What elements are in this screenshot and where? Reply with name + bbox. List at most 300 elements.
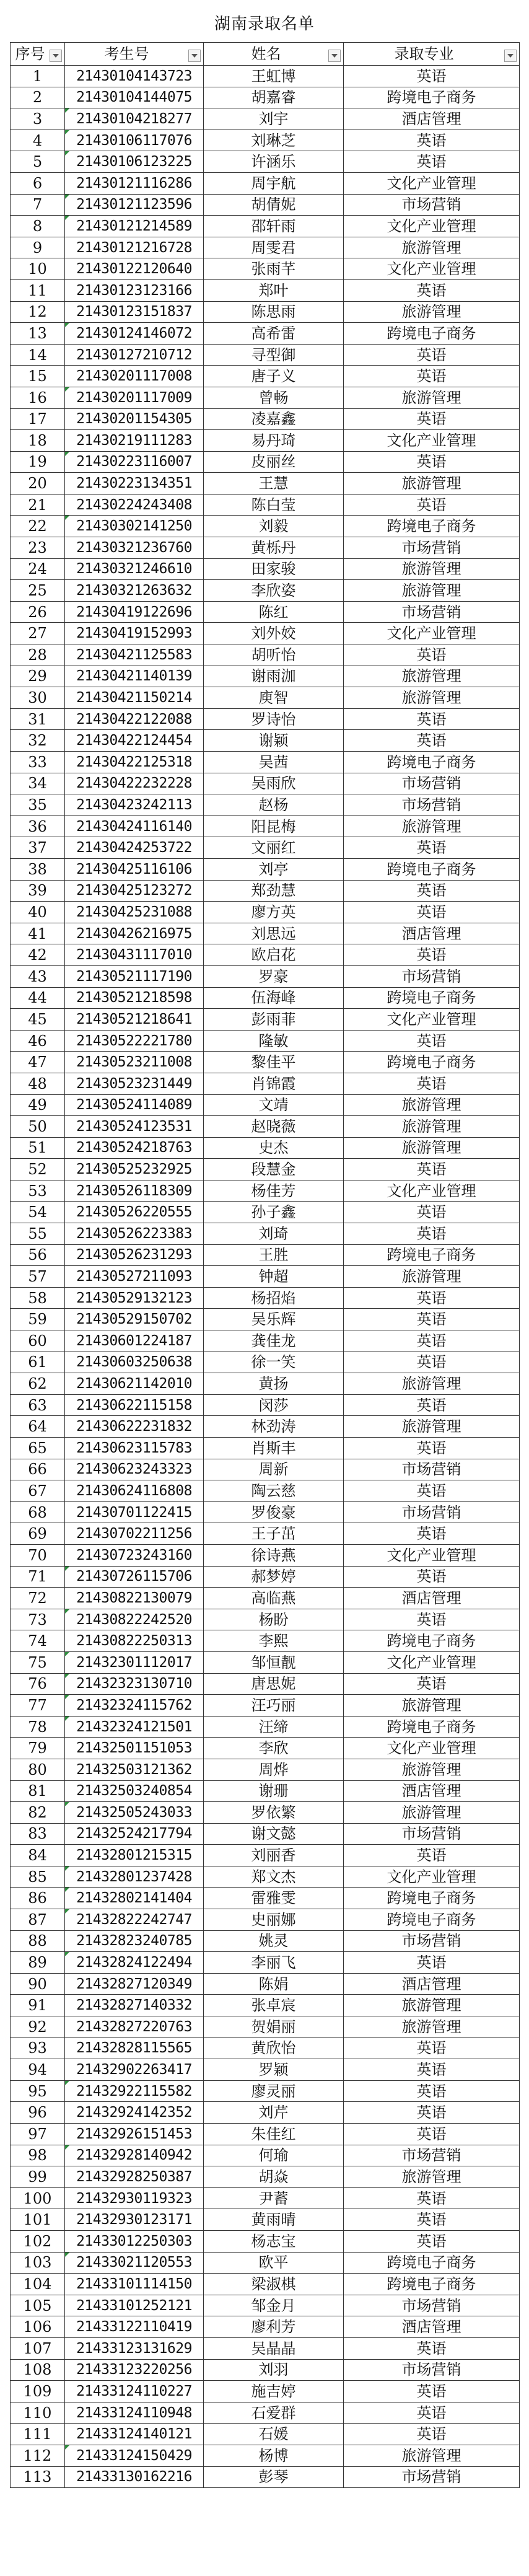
major-cell[interactable]: 英语 xyxy=(344,408,520,430)
exam-number-cell[interactable]: 21432524217794 xyxy=(65,1823,204,1845)
name-cell[interactable]: 邹金月 xyxy=(204,2295,344,2316)
name-cell[interactable]: 邹恒靓 xyxy=(204,1651,344,1673)
exam-number-cell[interactable]: 21433123220256 xyxy=(65,2359,204,2381)
exam-number-cell[interactable]: 21430422125318 xyxy=(65,752,204,773)
table-row[interactable] xyxy=(11,1845,520,1866)
table-row[interactable] xyxy=(11,837,520,859)
exam-number-cell[interactable]: 21433124140121 xyxy=(65,2424,204,2445)
table-row[interactable] xyxy=(11,108,520,130)
major-cell[interactable]: 酒店管理 xyxy=(344,108,520,130)
name-cell[interactable]: 郝梦婷 xyxy=(204,1566,344,1588)
major-cell[interactable]: 英语 xyxy=(344,1566,520,1588)
table-row[interactable] xyxy=(11,644,520,666)
row-number-cell[interactable]: 84 xyxy=(11,1845,65,1866)
exam-number-cell[interactable]: 21430702211256 xyxy=(65,1523,204,1545)
exam-number-cell[interactable]: 21433123131629 xyxy=(65,2337,204,2359)
row-number-cell[interactable]: 41 xyxy=(11,923,65,944)
table-row[interactable] xyxy=(11,2038,520,2059)
exam-number-cell[interactable]: 21432828115565 xyxy=(65,2038,204,2059)
name-cell[interactable]: 周雯君 xyxy=(204,237,344,258)
major-cell[interactable]: 市场营销 xyxy=(344,601,520,623)
row-number-cell[interactable]: 85 xyxy=(11,1866,65,1888)
name-cell[interactable]: 陈白莹 xyxy=(204,494,344,516)
row-number-cell[interactable]: 32 xyxy=(11,730,65,752)
name-cell[interactable]: 高希雷 xyxy=(204,323,344,345)
name-cell[interactable]: 廖方英 xyxy=(204,902,344,923)
major-cell[interactable]: 旅游管理 xyxy=(344,1695,520,1717)
exam-number-cell[interactable]: 21430201117008 xyxy=(65,366,204,387)
name-cell[interactable]: 吴晶晶 xyxy=(204,2337,344,2359)
table-row[interactable] xyxy=(11,1866,520,1888)
table-row[interactable] xyxy=(11,752,520,773)
name-cell[interactable]: 闵莎 xyxy=(204,1394,344,1416)
table-row[interactable] xyxy=(11,279,520,301)
exam-number-cell[interactable]: 21433122110419 xyxy=(65,2316,204,2338)
row-number-cell[interactable]: 69 xyxy=(11,1523,65,1545)
major-cell[interactable]: 英语 xyxy=(344,494,520,516)
major-cell[interactable]: 英语 xyxy=(344,2337,520,2359)
row-number-cell[interactable]: 102 xyxy=(11,2230,65,2252)
major-cell[interactable]: 跨境电子商务 xyxy=(344,323,520,345)
name-cell[interactable]: 杨招焰 xyxy=(204,1287,344,1309)
filter-dropdown-icon[interactable] xyxy=(50,50,62,62)
table-row[interactable] xyxy=(11,987,520,1009)
major-cell[interactable]: 英语 xyxy=(344,1073,520,1094)
name-cell[interactable]: 唐思妮 xyxy=(204,1673,344,1695)
table-row[interactable] xyxy=(11,2124,520,2145)
exam-number-cell[interactable]: 21430425116106 xyxy=(65,858,204,880)
table-row[interactable] xyxy=(11,1995,520,2016)
name-cell[interactable]: 谢文懿 xyxy=(204,1823,344,1845)
major-cell[interactable]: 英语 xyxy=(344,66,520,87)
row-number-cell[interactable]: 68 xyxy=(11,1501,65,1523)
row-number-cell[interactable]: 83 xyxy=(11,1823,65,1845)
exam-number-cell[interactable]: 21430527211093 xyxy=(65,1266,204,1288)
row-number-cell[interactable]: 47 xyxy=(11,1052,65,1073)
major-cell[interactable]: 文化产业管理 xyxy=(344,1180,520,1202)
exam-number-cell[interactable]: 21430201117009 xyxy=(65,387,204,408)
row-number-cell[interactable]: 19 xyxy=(11,451,65,473)
major-cell[interactable]: 文化产业管理 xyxy=(344,430,520,452)
exam-number-cell[interactable]: 21430521218641 xyxy=(65,1009,204,1031)
major-cell[interactable]: 旅游管理 xyxy=(344,1759,520,1780)
exam-number-cell[interactable]: 21430121116286 xyxy=(65,172,204,194)
row-number-cell[interactable]: 63 xyxy=(11,1394,65,1416)
exam-number-cell[interactable]: 21430421150214 xyxy=(65,687,204,709)
name-cell[interactable]: 周宇航 xyxy=(204,172,344,194)
exam-number-cell[interactable]: 21430529132123 xyxy=(65,1287,204,1309)
exam-number-cell[interactable]: 21430622231832 xyxy=(65,1416,204,1438)
name-cell[interactable]: 陈红 xyxy=(204,601,344,623)
row-number-cell[interactable]: 80 xyxy=(11,1759,65,1780)
table-row[interactable] xyxy=(11,1823,520,1845)
table-row[interactable] xyxy=(11,1759,520,1780)
table-row[interactable] xyxy=(11,730,520,752)
name-cell[interactable]: 吴乐辉 xyxy=(204,1309,344,1330)
row-number-cell[interactable]: 112 xyxy=(11,2445,65,2466)
table-row[interactable] xyxy=(11,708,520,730)
major-cell[interactable]: 市场营销 xyxy=(344,1930,520,1952)
name-cell[interactable]: 刘丽香 xyxy=(204,1845,344,1866)
major-cell[interactable]: 市场营销 xyxy=(344,194,520,216)
table-row[interactable] xyxy=(11,2274,520,2295)
row-number-cell[interactable]: 1 xyxy=(11,66,65,87)
row-number-cell[interactable]: 92 xyxy=(11,2016,65,2038)
name-cell[interactable]: 李欣姿 xyxy=(204,580,344,602)
table-row[interactable] xyxy=(11,66,520,87)
major-cell[interactable]: 英语 xyxy=(344,902,520,923)
exam-number-cell[interactable]: 21433124110948 xyxy=(65,2402,204,2424)
name-cell[interactable]: 赵晓薇 xyxy=(204,1116,344,1138)
major-cell[interactable]: 市场营销 xyxy=(344,537,520,559)
name-cell[interactable]: 廖利芳 xyxy=(204,2316,344,2338)
row-number-cell[interactable]: 77 xyxy=(11,1695,65,1717)
name-cell[interactable]: 石媛 xyxy=(204,2424,344,2445)
major-cell[interactable]: 英语 xyxy=(344,2209,520,2231)
name-cell[interactable]: 高临燕 xyxy=(204,1588,344,1609)
name-cell[interactable]: 贺娟丽 xyxy=(204,2016,344,2038)
name-cell[interactable]: 石爱群 xyxy=(204,2402,344,2424)
row-number-cell[interactable]: 26 xyxy=(11,601,65,623)
major-cell[interactable]: 文化产业管理 xyxy=(344,1009,520,1031)
name-cell[interactable]: 谢珊 xyxy=(204,1780,344,1802)
name-cell[interactable]: 吴茜 xyxy=(204,752,344,773)
exam-number-cell[interactable]: 21432505243033 xyxy=(65,1802,204,1824)
row-number-cell[interactable]: 29 xyxy=(11,666,65,687)
name-cell[interactable]: 伍海峰 xyxy=(204,987,344,1009)
major-cell[interactable]: 跨境电子商务 xyxy=(344,1909,520,1931)
exam-number-cell[interactable]: 21430421140139 xyxy=(65,666,204,687)
name-cell[interactable]: 杨志宝 xyxy=(204,2230,344,2252)
major-cell[interactable]: 英语 xyxy=(344,451,520,473)
row-number-cell[interactable]: 99 xyxy=(11,2166,65,2188)
exam-number-cell[interactable]: 21432824122494 xyxy=(65,1952,204,1974)
exam-number-cell[interactable]: 21430624116808 xyxy=(65,1480,204,1502)
exam-number-cell[interactable]: 21430526118309 xyxy=(65,1180,204,1202)
row-number-cell[interactable]: 37 xyxy=(11,837,65,859)
table-row[interactable] xyxy=(11,2166,520,2188)
table-row[interactable] xyxy=(11,1073,520,1094)
name-cell[interactable]: 徐诗燕 xyxy=(204,1544,344,1566)
table-row[interactable] xyxy=(11,1373,520,1395)
row-number-cell[interactable]: 57 xyxy=(11,1266,65,1288)
name-cell[interactable]: 刘宇 xyxy=(204,108,344,130)
exam-number-cell[interactable]: 21432503240854 xyxy=(65,1780,204,1802)
table-row[interactable] xyxy=(11,1202,520,1223)
row-number-cell[interactable]: 107 xyxy=(11,2337,65,2359)
row-number-cell[interactable]: 67 xyxy=(11,1480,65,1502)
row-number-cell[interactable]: 86 xyxy=(11,1888,65,1909)
table-row[interactable] xyxy=(11,2102,520,2124)
name-cell[interactable]: 徐一笑 xyxy=(204,1352,344,1373)
major-cell[interactable]: 英语 xyxy=(344,1309,520,1330)
major-cell[interactable]: 文化产业管理 xyxy=(344,1738,520,1759)
major-cell[interactable]: 文化产业管理 xyxy=(344,1866,520,1888)
major-cell[interactable]: 英语 xyxy=(344,708,520,730)
row-number-cell[interactable]: 105 xyxy=(11,2295,65,2316)
table-row[interactable] xyxy=(11,1030,520,1052)
table-row[interactable] xyxy=(11,1352,520,1373)
major-cell[interactable]: 旅游管理 xyxy=(344,387,520,408)
row-number-cell[interactable]: 20 xyxy=(11,473,65,495)
name-cell[interactable]: 凌嘉鑫 xyxy=(204,408,344,430)
name-cell[interactable]: 罗俊豪 xyxy=(204,1501,344,1523)
exam-number-cell[interactable]: 21430529150702 xyxy=(65,1309,204,1330)
table-row[interactable] xyxy=(11,366,520,387)
major-cell[interactable]: 跨境电子商务 xyxy=(344,1244,520,1266)
exam-number-cell[interactable]: 21432928250387 xyxy=(65,2166,204,2188)
major-cell[interactable]: 英语 xyxy=(344,944,520,966)
major-cell[interactable]: 英语 xyxy=(344,1394,520,1416)
row-number-cell[interactable]: 21 xyxy=(11,494,65,516)
major-cell[interactable]: 英语 xyxy=(344,2381,520,2402)
table-row[interactable] xyxy=(11,1116,520,1138)
table-row[interactable] xyxy=(11,1501,520,1523)
row-number-cell[interactable]: 43 xyxy=(11,965,65,987)
major-cell[interactable]: 旅游管理 xyxy=(344,1137,520,1159)
name-cell[interactable]: 胡焱 xyxy=(204,2166,344,2188)
table-row[interactable] xyxy=(11,1716,520,1738)
row-number-cell[interactable]: 66 xyxy=(11,1459,65,1480)
name-cell[interactable]: 谢颖 xyxy=(204,730,344,752)
row-number-cell[interactable]: 81 xyxy=(11,1780,65,1802)
row-number-cell[interactable]: 106 xyxy=(11,2316,65,2338)
table-row[interactable] xyxy=(11,1651,520,1673)
table-row[interactable] xyxy=(11,1930,520,1952)
name-cell[interactable]: 隆敏 xyxy=(204,1030,344,1052)
exam-number-cell[interactable]: 21430321246610 xyxy=(65,558,204,580)
exam-number-cell[interactable]: 21432924142352 xyxy=(65,2102,204,2124)
row-number-cell[interactable]: 94 xyxy=(11,2059,65,2081)
exam-number-cell[interactable]: 21432801237428 xyxy=(65,1866,204,1888)
major-cell[interactable]: 市场营销 xyxy=(344,2295,520,2316)
exam-number-cell[interactable]: 21430622115158 xyxy=(65,1394,204,1416)
major-cell[interactable]: 市场营销 xyxy=(344,1501,520,1523)
row-number-cell[interactable]: 22 xyxy=(11,516,65,537)
exam-number-cell[interactable]: 21430822242520 xyxy=(65,1609,204,1630)
row-number-cell[interactable]: 3 xyxy=(11,108,65,130)
name-cell[interactable]: 欧平 xyxy=(204,2252,344,2274)
major-cell[interactable]: 跨境电子商务 xyxy=(344,752,520,773)
name-cell[interactable]: 邵轩雨 xyxy=(204,216,344,237)
table-row[interactable] xyxy=(11,1544,520,1566)
name-cell[interactable]: 刘毅 xyxy=(204,516,344,537)
major-cell[interactable]: 英语 xyxy=(344,1223,520,1245)
major-cell[interactable]: 英语 xyxy=(344,2187,520,2209)
table-row[interactable] xyxy=(11,1266,520,1288)
exam-number-cell[interactable]: 21432324121501 xyxy=(65,1716,204,1738)
major-cell[interactable]: 英语 xyxy=(344,344,520,366)
name-cell[interactable]: 姚灵 xyxy=(204,1930,344,1952)
header-cell-id[interactable] xyxy=(65,43,204,66)
exam-number-cell[interactable]: 21432823240785 xyxy=(65,1930,204,1952)
row-number-cell[interactable]: 44 xyxy=(11,987,65,1009)
name-cell[interactable]: 李熙 xyxy=(204,1630,344,1652)
name-cell[interactable]: 杨佳芳 xyxy=(204,1180,344,1202)
table-row[interactable] xyxy=(11,1780,520,1802)
row-number-cell[interactable]: 8 xyxy=(11,216,65,237)
header-cell-major[interactable] xyxy=(344,43,520,66)
table-row[interactable] xyxy=(11,815,520,837)
exam-number-cell[interactable]: 21430122120640 xyxy=(65,258,204,280)
major-cell[interactable]: 英语 xyxy=(344,1845,520,1866)
header-cell-no[interactable] xyxy=(11,43,65,66)
row-number-cell[interactable]: 108 xyxy=(11,2359,65,2381)
row-number-cell[interactable]: 15 xyxy=(11,366,65,387)
major-cell[interactable]: 英语 xyxy=(344,2059,520,2081)
table-row[interactable] xyxy=(11,473,520,495)
exam-number-cell[interactable]: 21430425231088 xyxy=(65,902,204,923)
major-cell[interactable]: 旅游管理 xyxy=(344,1995,520,2016)
major-cell[interactable]: 英语 xyxy=(344,1159,520,1180)
name-cell[interactable]: 史丽娜 xyxy=(204,1909,344,1931)
row-number-cell[interactable]: 96 xyxy=(11,2102,65,2124)
row-number-cell[interactable]: 55 xyxy=(11,1223,65,1245)
exam-number-cell[interactable]: 21430223134351 xyxy=(65,473,204,495)
name-cell[interactable]: 杨博 xyxy=(204,2445,344,2466)
table-row[interactable] xyxy=(11,902,520,923)
table-row[interactable] xyxy=(11,1973,520,1995)
name-cell[interactable]: 王虹博 xyxy=(204,66,344,87)
row-number-cell[interactable]: 46 xyxy=(11,1030,65,1052)
major-cell[interactable]: 旅游管理 xyxy=(344,687,520,709)
name-cell[interactable]: 王胜 xyxy=(204,1244,344,1266)
name-cell[interactable]: 陈思雨 xyxy=(204,301,344,323)
row-number-cell[interactable]: 79 xyxy=(11,1738,65,1759)
major-cell[interactable]: 文化产业管理 xyxy=(344,172,520,194)
exam-number-cell[interactable]: 21430723243160 xyxy=(65,1544,204,1566)
table-row[interactable] xyxy=(11,2230,520,2252)
exam-number-cell[interactable]: 21430422122088 xyxy=(65,708,204,730)
row-number-cell[interactable]: 53 xyxy=(11,1180,65,1202)
row-number-cell[interactable]: 89 xyxy=(11,1952,65,1974)
table-row[interactable] xyxy=(11,601,520,623)
exam-number-cell[interactable]: 21430121216728 xyxy=(65,237,204,258)
exam-number-cell[interactable]: 21432827140332 xyxy=(65,1995,204,2016)
exam-number-cell[interactable]: 21430224243408 xyxy=(65,494,204,516)
major-cell[interactable]: 英语 xyxy=(344,1330,520,1352)
major-cell[interactable]: 市场营销 xyxy=(344,1823,520,1845)
table-row[interactable] xyxy=(11,408,520,430)
table-row[interactable] xyxy=(11,858,520,880)
name-cell[interactable]: 黄雨晴 xyxy=(204,2209,344,2231)
row-number-cell[interactable]: 62 xyxy=(11,1373,65,1395)
major-cell[interactable]: 英语 xyxy=(344,1609,520,1630)
exam-number-cell[interactable]: 21430526220555 xyxy=(65,1202,204,1223)
row-number-cell[interactable]: 18 xyxy=(11,430,65,452)
name-cell[interactable]: 周新 xyxy=(204,1459,344,1480)
name-cell[interactable]: 肖锦霞 xyxy=(204,1073,344,1094)
table-row[interactable] xyxy=(11,2316,520,2338)
table-row[interactable] xyxy=(11,216,520,237)
exam-number-cell[interactable]: 21430822130079 xyxy=(65,1588,204,1609)
name-cell[interactable]: 杨盼 xyxy=(204,1609,344,1630)
header-cell-name[interactable] xyxy=(204,43,344,66)
row-number-cell[interactable]: 71 xyxy=(11,1566,65,1588)
table-row[interactable] xyxy=(11,2402,520,2424)
row-number-cell[interactable]: 49 xyxy=(11,1094,65,1116)
exam-number-cell[interactable]: 21430701122415 xyxy=(65,1501,204,1523)
exam-number-cell[interactable]: 21432323130710 xyxy=(65,1673,204,1695)
major-cell[interactable]: 旅游管理 xyxy=(344,1373,520,1395)
row-number-cell[interactable]: 95 xyxy=(11,2080,65,2102)
row-number-cell[interactable]: 60 xyxy=(11,1330,65,1352)
table-row[interactable] xyxy=(11,2252,520,2274)
name-cell[interactable]: 刘羽 xyxy=(204,2359,344,2381)
row-number-cell[interactable]: 98 xyxy=(11,2145,65,2166)
major-cell[interactable]: 英语 xyxy=(344,2402,520,2424)
row-number-cell[interactable]: 88 xyxy=(11,1930,65,1952)
filter-dropdown-icon[interactable] xyxy=(328,50,341,62)
row-number-cell[interactable]: 23 xyxy=(11,537,65,559)
row-number-cell[interactable]: 110 xyxy=(11,2402,65,2424)
table-row[interactable] xyxy=(11,301,520,323)
row-number-cell[interactable]: 64 xyxy=(11,1416,65,1438)
table-row[interactable] xyxy=(11,558,520,580)
row-number-cell[interactable]: 35 xyxy=(11,794,65,816)
table-row[interactable] xyxy=(11,1609,520,1630)
table-row[interactable] xyxy=(11,1159,520,1180)
name-cell[interactable]: 段慧金 xyxy=(204,1159,344,1180)
table-row[interactable] xyxy=(11,1180,520,1202)
name-cell[interactable]: 黄扬 xyxy=(204,1373,344,1395)
table-row[interactable] xyxy=(11,1287,520,1309)
name-cell[interactable]: 皮丽丝 xyxy=(204,451,344,473)
row-number-cell[interactable]: 6 xyxy=(11,172,65,194)
exam-number-cell[interactable]: 21430219111283 xyxy=(65,430,204,452)
major-cell[interactable]: 旅游管理 xyxy=(344,1802,520,1824)
row-number-cell[interactable]: 25 xyxy=(11,580,65,602)
name-cell[interactable]: 郑劲慧 xyxy=(204,880,344,902)
table-row[interactable] xyxy=(11,1673,520,1695)
table-row[interactable] xyxy=(11,1695,520,1717)
table-row[interactable] xyxy=(11,130,520,151)
row-number-cell[interactable]: 34 xyxy=(11,773,65,794)
name-cell[interactable]: 王子茁 xyxy=(204,1523,344,1545)
row-number-cell[interactable]: 39 xyxy=(11,880,65,902)
name-cell[interactable]: 唐子义 xyxy=(204,366,344,387)
exam-number-cell[interactable]: 21430104143723 xyxy=(65,66,204,87)
exam-number-cell[interactable]: 21430422124454 xyxy=(65,730,204,752)
major-cell[interactable]: 旅游管理 xyxy=(344,1416,520,1438)
exam-number-cell[interactable]: 21432301112017 xyxy=(65,1651,204,1673)
exam-number-cell[interactable]: 21430321263632 xyxy=(65,580,204,602)
table-row[interactable] xyxy=(11,2295,520,2316)
exam-number-cell[interactable]: 21432928140942 xyxy=(65,2145,204,2166)
name-cell[interactable]: 廖灵丽 xyxy=(204,2080,344,2102)
exam-number-cell[interactable]: 21430121214589 xyxy=(65,216,204,237)
name-cell[interactable]: 胡倩妮 xyxy=(204,194,344,216)
exam-number-cell[interactable]: 21430426216975 xyxy=(65,923,204,944)
major-cell[interactable]: 英语 xyxy=(344,130,520,151)
major-cell[interactable]: 英语 xyxy=(344,1438,520,1459)
name-cell[interactable]: 吴雨欣 xyxy=(204,773,344,794)
exam-number-cell[interactable]: 21430526223383 xyxy=(65,1223,204,1245)
row-number-cell[interactable]: 74 xyxy=(11,1630,65,1652)
major-cell[interactable]: 英语 xyxy=(344,1287,520,1309)
row-number-cell[interactable]: 87 xyxy=(11,1909,65,1931)
major-cell[interactable]: 市场营销 xyxy=(344,2466,520,2488)
table-row[interactable] xyxy=(11,623,520,644)
major-cell[interactable]: 市场营销 xyxy=(344,794,520,816)
name-cell[interactable]: 施吉婷 xyxy=(204,2381,344,2402)
row-number-cell[interactable]: 93 xyxy=(11,2038,65,2059)
name-cell[interactable]: 罗颖 xyxy=(204,2059,344,2081)
exam-number-cell[interactable]: 21430623115783 xyxy=(65,1438,204,1459)
row-number-cell[interactable]: 104 xyxy=(11,2274,65,2295)
name-cell[interactable]: 朱佳红 xyxy=(204,2124,344,2145)
exam-number-cell[interactable]: 21432827120349 xyxy=(65,1973,204,1995)
